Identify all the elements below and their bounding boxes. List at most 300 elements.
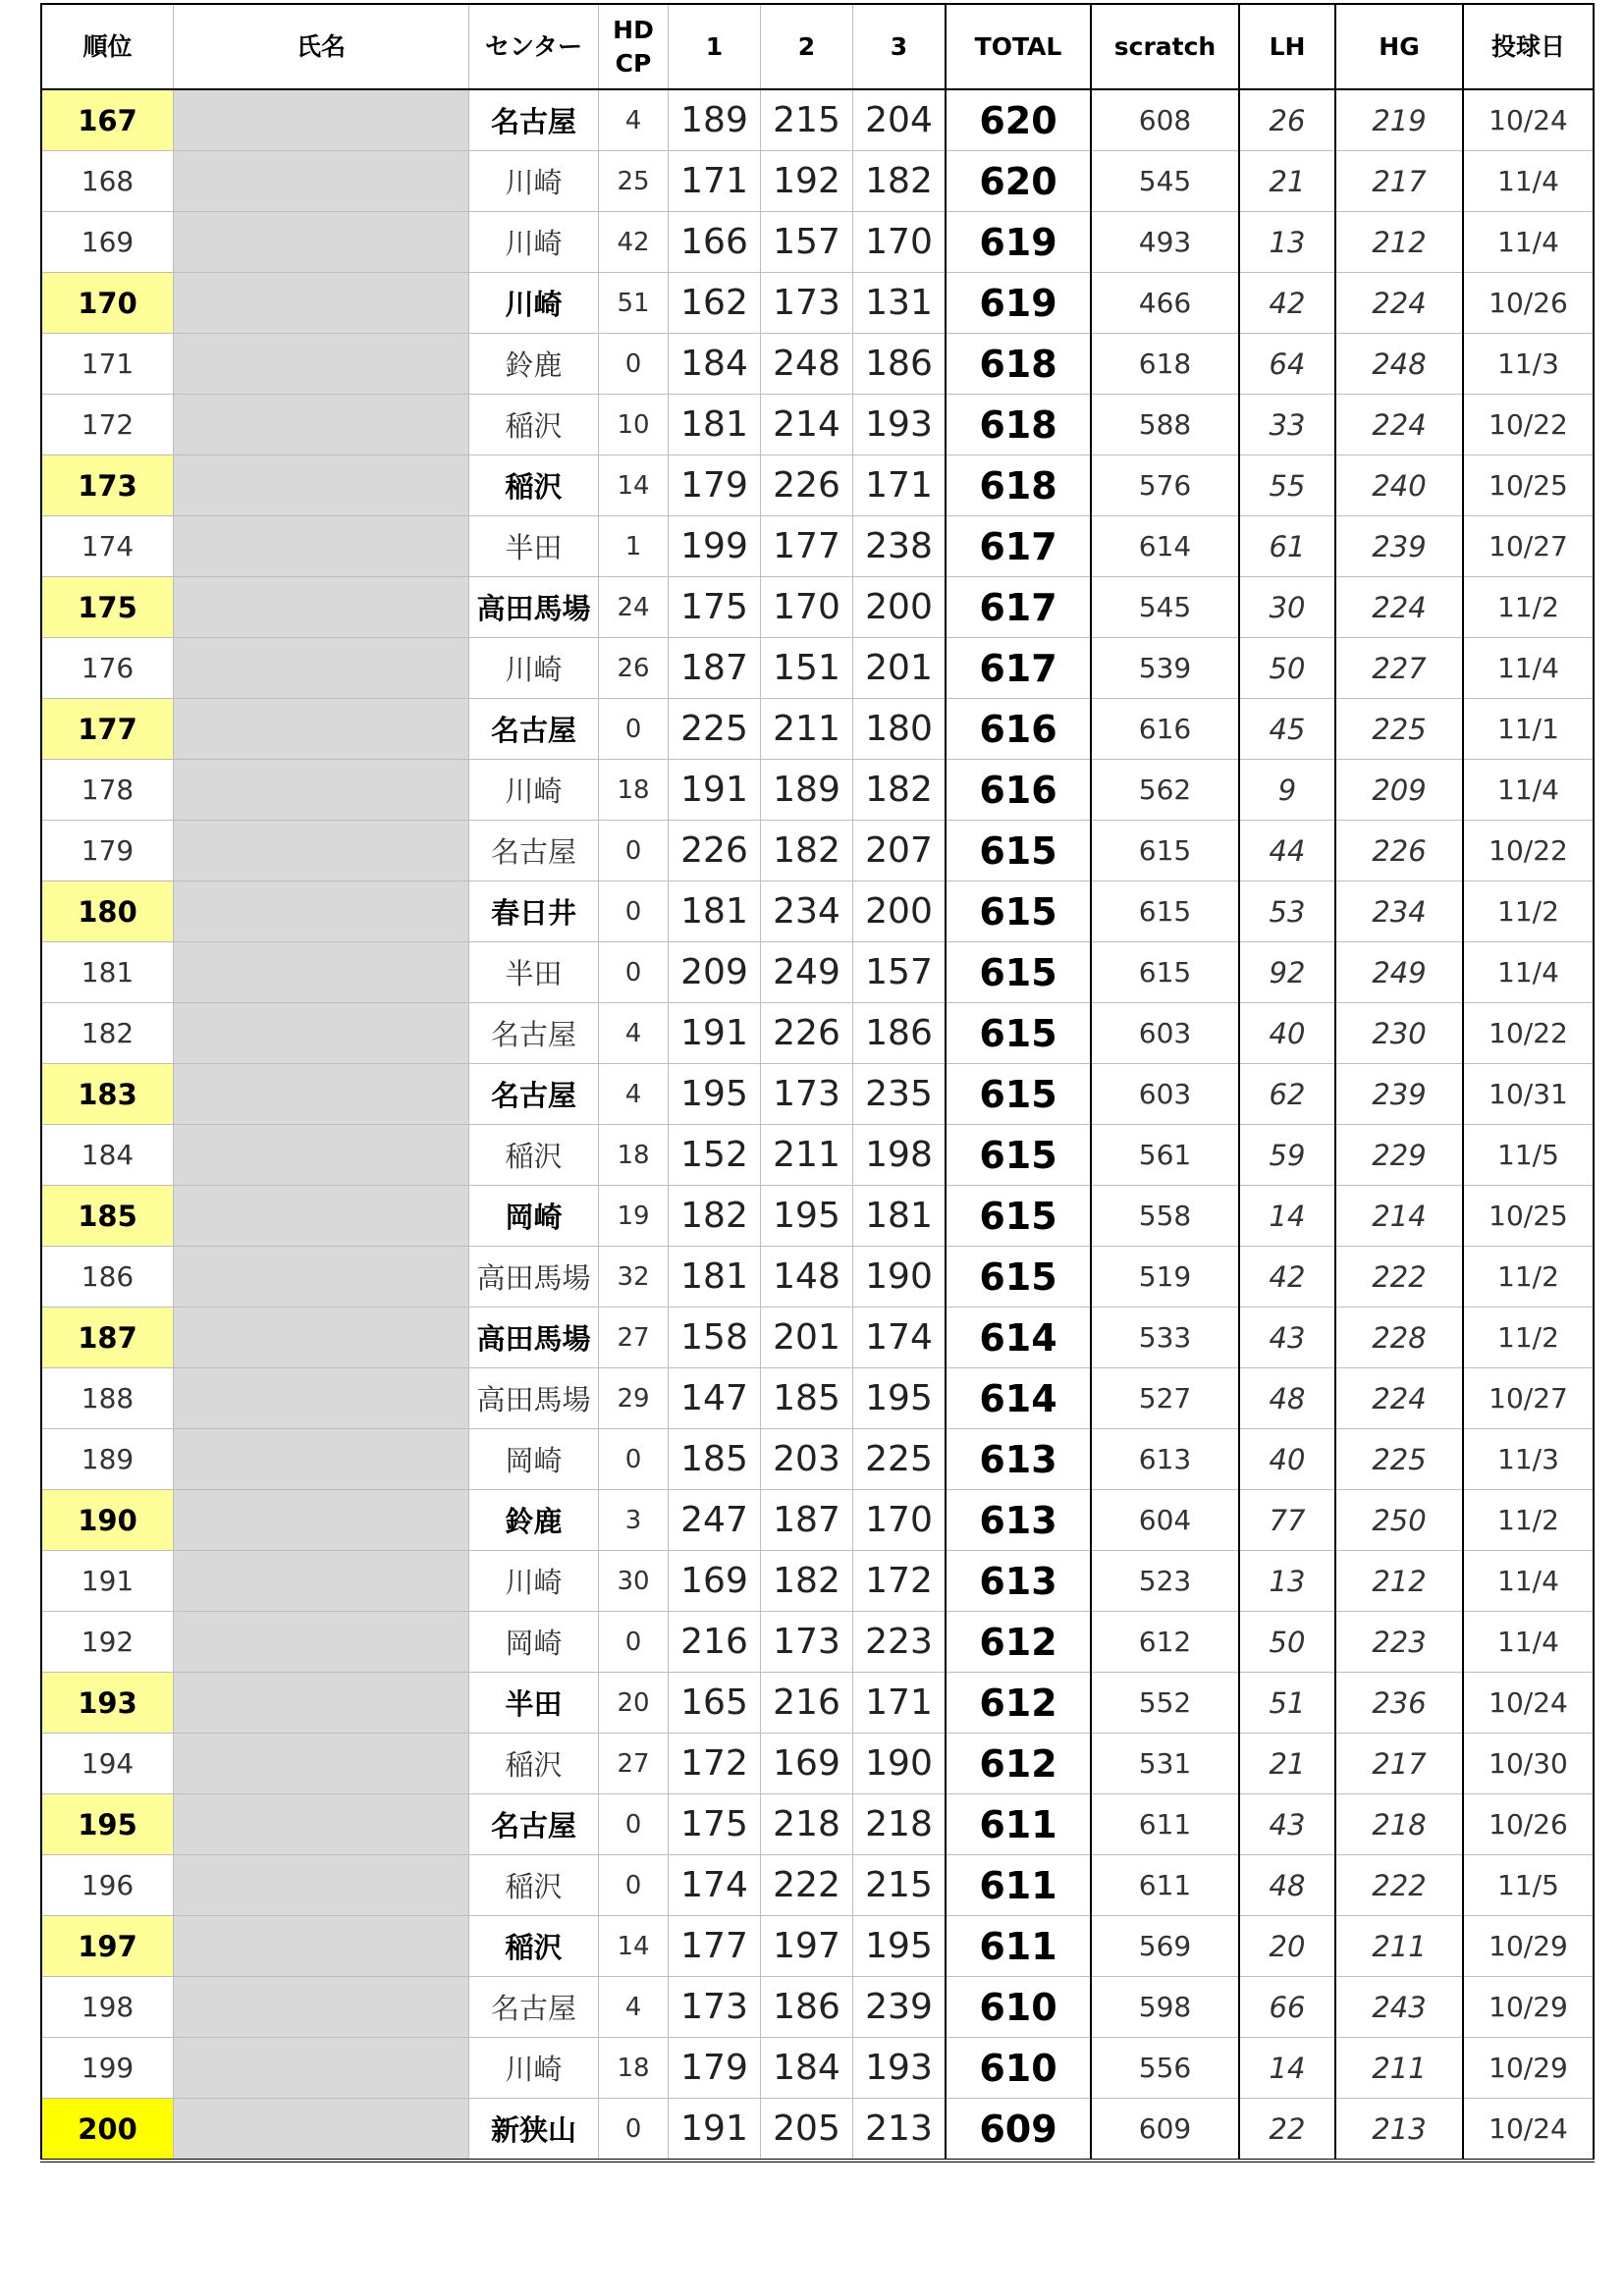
- total-cell: 612: [946, 1734, 1091, 1794]
- date-cell: 10/22: [1463, 821, 1594, 881]
- header-rank: 順位: [41, 4, 174, 89]
- total-cell: 615: [946, 821, 1091, 881]
- name-cell: [174, 881, 469, 942]
- scratch-cell: 598: [1091, 1977, 1239, 2038]
- scratch-cell: 569: [1091, 1916, 1239, 1977]
- game-2-cell: 195: [761, 1186, 853, 1247]
- center-cell: 名古屋: [469, 89, 599, 151]
- scratch-cell: 614: [1091, 516, 1239, 577]
- lh-cell: 13: [1239, 212, 1335, 273]
- scratch-cell: 519: [1091, 1247, 1239, 1308]
- scratch-cell: 562: [1091, 760, 1239, 821]
- game-3-cell: 170: [853, 212, 947, 273]
- name-cell: [174, 1064, 469, 1125]
- game-2-cell: 184: [761, 2038, 853, 2099]
- rank-cell: 176: [41, 638, 174, 699]
- center-cell: 高田馬場: [469, 1308, 599, 1368]
- total-cell: 615: [946, 1125, 1091, 1186]
- name-cell: [174, 395, 469, 455]
- rank-cell: 186: [41, 1247, 174, 1308]
- game-1-cell: 158: [669, 1308, 761, 1368]
- game-1-cell: 172: [669, 1734, 761, 1794]
- name-cell: [174, 942, 469, 1003]
- hg-cell: 217: [1335, 1734, 1463, 1794]
- header-name: 氏名: [174, 4, 469, 89]
- hg-cell: 224: [1335, 395, 1463, 455]
- rank-cell: 194: [41, 1734, 174, 1794]
- game-3-cell: 215: [853, 1855, 947, 1916]
- center-cell: 川崎: [469, 2038, 599, 2099]
- name-cell: [174, 1186, 469, 1247]
- game-3-cell: 198: [853, 1125, 947, 1186]
- center-cell: 川崎: [469, 212, 599, 273]
- table-row: [41, 151, 1594, 212]
- scratch-cell: 531: [1091, 1734, 1239, 1794]
- hg-cell: 212: [1335, 212, 1463, 273]
- total-cell: 613: [946, 1429, 1091, 1490]
- table-row: [41, 455, 1594, 516]
- game-3-cell: 225: [853, 1429, 947, 1490]
- name-cell: [174, 1551, 469, 1612]
- date-cell: 11/3: [1463, 334, 1594, 395]
- scratch-cell: 576: [1091, 455, 1239, 516]
- name-cell: [174, 1308, 469, 1368]
- hg-cell: 239: [1335, 516, 1463, 577]
- date-cell: 10/25: [1463, 1186, 1594, 1247]
- center-cell: 岡崎: [469, 1429, 599, 1490]
- total-cell: 611: [946, 1855, 1091, 1916]
- hdcp-cell: 4: [599, 1064, 669, 1125]
- table-row: [41, 89, 1594, 151]
- game-1-cell: 191: [669, 2099, 761, 2162]
- hdcp-cell: 18: [599, 1125, 669, 1186]
- game-1-cell: 195: [669, 1064, 761, 1125]
- name-cell: [174, 577, 469, 638]
- date-cell: 10/24: [1463, 1673, 1594, 1734]
- table-row: [41, 395, 1594, 455]
- rank-cell: 182: [41, 1003, 174, 1064]
- rank-cell: 181: [41, 942, 174, 1003]
- game-2-cell: 201: [761, 1308, 853, 1368]
- center-cell: 春日井: [469, 881, 599, 942]
- game-1-cell: 179: [669, 455, 761, 516]
- table-row: [41, 516, 1594, 577]
- lh-cell: 14: [1239, 1186, 1335, 1247]
- date-cell: 10/29: [1463, 2038, 1594, 2099]
- game-3-cell: 186: [853, 334, 947, 395]
- scratch-cell: 493: [1091, 212, 1239, 273]
- date-cell: 10/24: [1463, 89, 1594, 151]
- game-3-cell: 200: [853, 881, 947, 942]
- rank-cell: 183: [41, 1064, 174, 1125]
- name-cell: [174, 1247, 469, 1308]
- lh-cell: 77: [1239, 1490, 1335, 1551]
- date-cell: 11/2: [1463, 881, 1594, 942]
- game-3-cell: 131: [853, 273, 947, 334]
- total-cell: 617: [946, 577, 1091, 638]
- lh-cell: 50: [1239, 1612, 1335, 1673]
- scratch-cell: 608: [1091, 89, 1239, 151]
- total-cell: 617: [946, 516, 1091, 577]
- hdcp-cell: 0: [599, 2099, 669, 2162]
- game-1-cell: 182: [669, 1186, 761, 1247]
- center-cell: 半田: [469, 942, 599, 1003]
- center-cell: 新狭山: [469, 2099, 599, 2162]
- game-1-cell: 191: [669, 760, 761, 821]
- hg-cell: 211: [1335, 1916, 1463, 1977]
- name-cell: [174, 760, 469, 821]
- hg-cell: 224: [1335, 273, 1463, 334]
- center-cell: 高田馬場: [469, 577, 599, 638]
- game-1-cell: 181: [669, 1247, 761, 1308]
- lh-cell: 9: [1239, 760, 1335, 821]
- lh-cell: 22: [1239, 2099, 1335, 2162]
- center-cell: 川崎: [469, 760, 599, 821]
- center-cell: 名古屋: [469, 1977, 599, 2038]
- lh-cell: 26: [1239, 89, 1335, 151]
- date-cell: 10/27: [1463, 516, 1594, 577]
- game-3-cell: 190: [853, 1247, 947, 1308]
- game-2-cell: 226: [761, 455, 853, 516]
- scratch-cell: 545: [1091, 151, 1239, 212]
- center-cell: 高田馬場: [469, 1368, 599, 1429]
- center-cell: 川崎: [469, 1551, 599, 1612]
- center-cell: 川崎: [469, 638, 599, 699]
- rank-cell: 198: [41, 1977, 174, 2038]
- game-3-cell: 200: [853, 577, 947, 638]
- hdcp-cell: 0: [599, 1855, 669, 1916]
- table-row: [41, 760, 1594, 821]
- game-1-cell: 177: [669, 1916, 761, 1977]
- total-cell: 618: [946, 395, 1091, 455]
- game-2-cell: 173: [761, 1612, 853, 1673]
- rank-cell: 177: [41, 699, 174, 760]
- date-cell: 11/3: [1463, 1429, 1594, 1490]
- lh-cell: 40: [1239, 1429, 1335, 1490]
- table-row: [41, 212, 1594, 273]
- hg-cell: 240: [1335, 455, 1463, 516]
- total-cell: 613: [946, 1490, 1091, 1551]
- table-row: [41, 1551, 1594, 1612]
- center-cell: 名古屋: [469, 821, 599, 881]
- center-cell: 名古屋: [469, 1794, 599, 1855]
- game-1-cell: 174: [669, 1855, 761, 1916]
- rank-cell: 191: [41, 1551, 174, 1612]
- date-cell: 11/4: [1463, 638, 1594, 699]
- scratch-cell: 588: [1091, 395, 1239, 455]
- table-row: [41, 1977, 1594, 2038]
- header-hg: HG: [1335, 4, 1463, 89]
- game-1-cell: 169: [669, 1551, 761, 1612]
- table-row: [41, 273, 1594, 334]
- header-center: センター: [469, 4, 599, 89]
- table-row: [41, 1612, 1594, 1673]
- rank-cell: 189: [41, 1429, 174, 1490]
- rank-cell: 196: [41, 1855, 174, 1916]
- date-cell: 10/26: [1463, 273, 1594, 334]
- lh-cell: 59: [1239, 1125, 1335, 1186]
- hdcp-cell: 1: [599, 516, 669, 577]
- hdcp-cell: 24: [599, 577, 669, 638]
- rank-cell: 179: [41, 821, 174, 881]
- date-cell: 11/4: [1463, 1551, 1594, 1612]
- rank-cell: 169: [41, 212, 174, 273]
- game-3-cell: 218: [853, 1794, 947, 1855]
- rank-cell: 171: [41, 334, 174, 395]
- game-2-cell: 226: [761, 1003, 853, 1064]
- game-3-cell: 171: [853, 455, 947, 516]
- game-3-cell: 201: [853, 638, 947, 699]
- game-2-cell: 169: [761, 1734, 853, 1794]
- lh-cell: 44: [1239, 821, 1335, 881]
- game-2-cell: 189: [761, 760, 853, 821]
- game-2-cell: 211: [761, 699, 853, 760]
- date-cell: 11/5: [1463, 1855, 1594, 1916]
- lh-cell: 62: [1239, 1064, 1335, 1125]
- total-cell: 611: [946, 1794, 1091, 1855]
- lh-cell: 61: [1239, 516, 1335, 577]
- date-cell: 11/1: [1463, 699, 1594, 760]
- scratch-cell: 615: [1091, 821, 1239, 881]
- table-row: [41, 1368, 1594, 1429]
- table-row: [41, 1003, 1594, 1064]
- table-row: [41, 881, 1594, 942]
- game-3-cell: 204: [853, 89, 947, 151]
- scratch-cell: 604: [1091, 1490, 1239, 1551]
- total-cell: 614: [946, 1368, 1091, 1429]
- lh-cell: 48: [1239, 1855, 1335, 1916]
- hg-cell: 217: [1335, 151, 1463, 212]
- hdcp-cell: 0: [599, 942, 669, 1003]
- hg-cell: 224: [1335, 577, 1463, 638]
- scratch-cell: 616: [1091, 699, 1239, 760]
- hdcp-cell: 0: [599, 881, 669, 942]
- game-1-cell: 175: [669, 577, 761, 638]
- hdcp-cell: 20: [599, 1673, 669, 1734]
- date-cell: 11/5: [1463, 1125, 1594, 1186]
- scratch-cell: 615: [1091, 881, 1239, 942]
- game-3-cell: 193: [853, 395, 947, 455]
- game-1-cell: 179: [669, 2038, 761, 2099]
- total-cell: 616: [946, 699, 1091, 760]
- game-2-cell: 148: [761, 1247, 853, 1308]
- table-row: [41, 2099, 1594, 2162]
- name-cell: [174, 1855, 469, 1916]
- total-cell: 620: [946, 89, 1091, 151]
- game-1-cell: 185: [669, 1429, 761, 1490]
- hdcp-cell: 25: [599, 151, 669, 212]
- game-3-cell: 174: [853, 1308, 947, 1368]
- table-row: [41, 942, 1594, 1003]
- hdcp-cell: 14: [599, 1916, 669, 1977]
- game-1-cell: 247: [669, 1490, 761, 1551]
- game-1-cell: 162: [669, 273, 761, 334]
- game-2-cell: 157: [761, 212, 853, 273]
- header-game-2: 2: [761, 4, 853, 89]
- hg-cell: 226: [1335, 821, 1463, 881]
- date-cell: 10/29: [1463, 1977, 1594, 2038]
- center-cell: 高田馬場: [469, 1247, 599, 1308]
- hg-cell: 243: [1335, 1977, 1463, 2038]
- game-1-cell: 209: [669, 942, 761, 1003]
- game-2-cell: 234: [761, 881, 853, 942]
- hdcp-cell: 0: [599, 699, 669, 760]
- hdcp-cell: 18: [599, 2038, 669, 2099]
- rank-cell: 199: [41, 2038, 174, 2099]
- table-header: [41, 4, 1594, 89]
- scratch-cell: 466: [1091, 273, 1239, 334]
- hg-cell: 224: [1335, 1368, 1463, 1429]
- game-3-cell: 193: [853, 2038, 947, 2099]
- game-3-cell: 180: [853, 699, 947, 760]
- game-2-cell: 182: [761, 1551, 853, 1612]
- hdcp-cell: 19: [599, 1186, 669, 1247]
- scratch-cell: 523: [1091, 1551, 1239, 1612]
- game-2-cell: 187: [761, 1490, 853, 1551]
- name-cell: [174, 1490, 469, 1551]
- lh-cell: 55: [1239, 455, 1335, 516]
- total-cell: 615: [946, 1247, 1091, 1308]
- scratch-cell: 603: [1091, 1064, 1239, 1125]
- table-row: [41, 1429, 1594, 1490]
- hg-cell: 228: [1335, 1308, 1463, 1368]
- table-row: [41, 1673, 1594, 1734]
- game-3-cell: 181: [853, 1186, 947, 1247]
- date-cell: 10/22: [1463, 395, 1594, 455]
- lh-cell: 51: [1239, 1673, 1335, 1734]
- name-cell: [174, 821, 469, 881]
- date-cell: 10/26: [1463, 1794, 1594, 1855]
- hg-cell: 236: [1335, 1673, 1463, 1734]
- lh-cell: 43: [1239, 1308, 1335, 1368]
- hdcp-cell: 10: [599, 395, 669, 455]
- rank-cell: 192: [41, 1612, 174, 1673]
- rank-cell: 184: [41, 1125, 174, 1186]
- lh-cell: 13: [1239, 1551, 1335, 1612]
- center-cell: 川崎: [469, 273, 599, 334]
- name-cell: [174, 1794, 469, 1855]
- total-cell: 610: [946, 2038, 1091, 2099]
- game-1-cell: 171: [669, 151, 761, 212]
- total-cell: 612: [946, 1673, 1091, 1734]
- lh-cell: 14: [1239, 2038, 1335, 2099]
- name-cell: [174, 212, 469, 273]
- total-cell: 609: [946, 2099, 1091, 2162]
- scratch-cell: 603: [1091, 1003, 1239, 1064]
- lh-cell: 21: [1239, 151, 1335, 212]
- scratch-cell: 558: [1091, 1186, 1239, 1247]
- center-cell: 稲沢: [469, 1916, 599, 1977]
- total-cell: 610: [946, 1977, 1091, 2038]
- game-3-cell: 170: [853, 1490, 947, 1551]
- game-3-cell: 157: [853, 942, 947, 1003]
- game-2-cell: 182: [761, 821, 853, 881]
- game-2-cell: 248: [761, 334, 853, 395]
- header-date: 投球日: [1463, 4, 1594, 89]
- game-2-cell: 203: [761, 1429, 853, 1490]
- hg-cell: 222: [1335, 1855, 1463, 1916]
- name-cell: [174, 1734, 469, 1794]
- game-2-cell: 173: [761, 1064, 853, 1125]
- scratch-cell: 556: [1091, 2038, 1239, 2099]
- game-3-cell: 182: [853, 760, 947, 821]
- center-cell: 鈴鹿: [469, 334, 599, 395]
- name-cell: [174, 151, 469, 212]
- total-cell: 619: [946, 212, 1091, 273]
- rank-cell: 190: [41, 1490, 174, 1551]
- rank-cell: 174: [41, 516, 174, 577]
- scratch-cell: 609: [1091, 2099, 1239, 2162]
- hg-cell: 248: [1335, 334, 1463, 395]
- game-3-cell: 207: [853, 821, 947, 881]
- name-cell: [174, 2099, 469, 2162]
- table-row: [41, 1186, 1594, 1247]
- hg-cell: 249: [1335, 942, 1463, 1003]
- rank-cell: 197: [41, 1916, 174, 1977]
- hg-cell: 213: [1335, 2099, 1463, 2162]
- date-cell: 11/2: [1463, 577, 1594, 638]
- game-3-cell: 171: [853, 1673, 947, 1734]
- table-row: [41, 334, 1594, 395]
- game-1-cell: 181: [669, 395, 761, 455]
- center-cell: 半田: [469, 1673, 599, 1734]
- total-cell: 615: [946, 1003, 1091, 1064]
- hdcp-cell: 14: [599, 455, 669, 516]
- game-2-cell: 215: [761, 89, 853, 151]
- hdcp-cell: 30: [599, 1551, 669, 1612]
- date-cell: 10/30: [1463, 1734, 1594, 1794]
- table-row: [41, 699, 1594, 760]
- total-cell: 615: [946, 942, 1091, 1003]
- hdcp-cell: 18: [599, 760, 669, 821]
- game-2-cell: 186: [761, 1977, 853, 2038]
- game-2-cell: 185: [761, 1368, 853, 1429]
- game-3-cell: 238: [853, 516, 947, 577]
- center-cell: 岡崎: [469, 1612, 599, 1673]
- center-cell: 名古屋: [469, 1064, 599, 1125]
- center-cell: 稲沢: [469, 395, 599, 455]
- date-cell: 10/31: [1463, 1064, 1594, 1125]
- game-2-cell: 249: [761, 942, 853, 1003]
- total-cell: 620: [946, 151, 1091, 212]
- game-1-cell: 191: [669, 1003, 761, 1064]
- hg-cell: 212: [1335, 1551, 1463, 1612]
- game-3-cell: 213: [853, 2099, 947, 2162]
- date-cell: 10/29: [1463, 1916, 1594, 1977]
- center-cell: 名古屋: [469, 1003, 599, 1064]
- lh-cell: 21: [1239, 1734, 1335, 1794]
- table-body: [41, 89, 1594, 2161]
- hg-cell: 209: [1335, 760, 1463, 821]
- table-row: [41, 1794, 1594, 1855]
- hdcp-cell: 42: [599, 212, 669, 273]
- hg-cell: 229: [1335, 1125, 1463, 1186]
- game-1-cell: 175: [669, 1794, 761, 1855]
- scratch-cell: 618: [1091, 334, 1239, 395]
- table-row: [41, 1308, 1594, 1368]
- header-lh: LH: [1239, 4, 1335, 89]
- date-cell: 10/27: [1463, 1368, 1594, 1429]
- game-2-cell: 192: [761, 151, 853, 212]
- rank-cell: 193: [41, 1673, 174, 1734]
- results-table: [40, 3, 1595, 2163]
- hdcp-cell: 27: [599, 1734, 669, 1794]
- date-cell: 10/22: [1463, 1003, 1594, 1064]
- total-cell: 617: [946, 638, 1091, 699]
- game-1-cell: 189: [669, 89, 761, 151]
- lh-cell: 92: [1239, 942, 1335, 1003]
- game-1-cell: 225: [669, 699, 761, 760]
